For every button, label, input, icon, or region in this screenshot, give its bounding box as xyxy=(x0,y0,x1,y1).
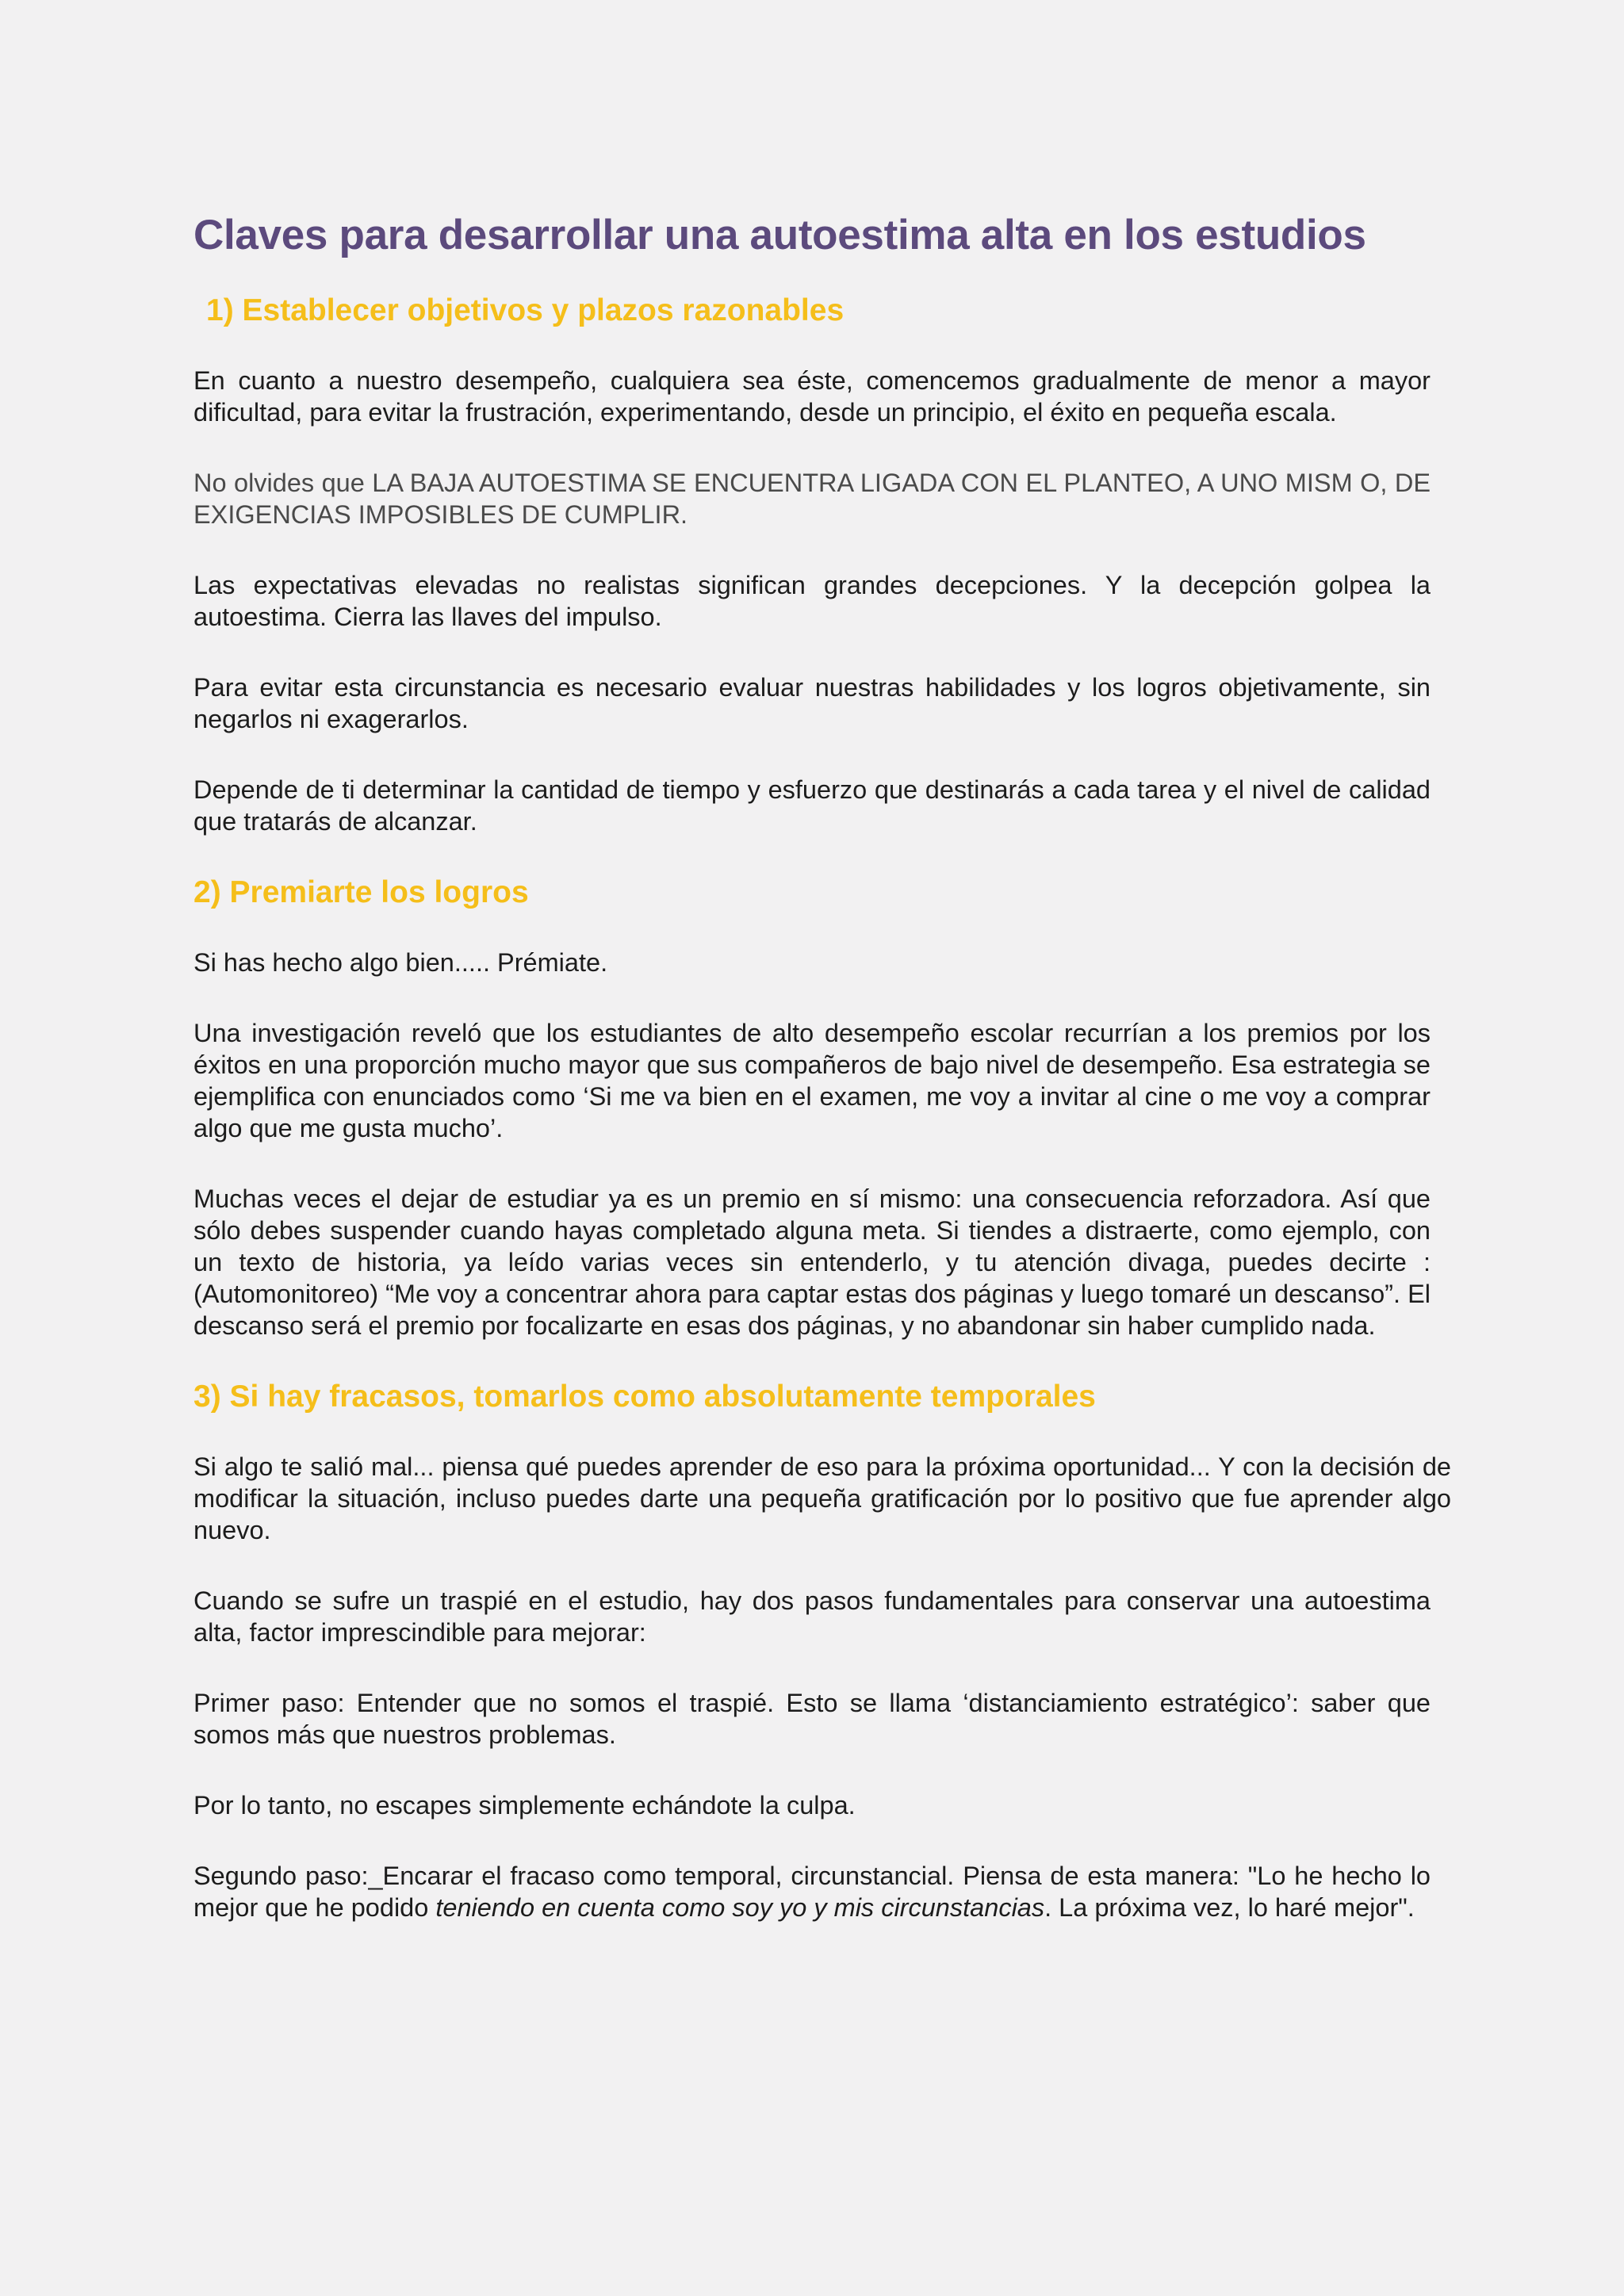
section-heading-3: 3) Si hay fracasos, tomarlos como absolutamente temporales xyxy=(193,1380,1096,1414)
paragraph-text: Segundo paso:_Encarar el fracaso como temporal, circunstancial. Piensa de esta manera: "Lo he hecho lo mejor que he podido xyxy=(193,1862,1431,1922)
paragraph: Las expectativas elevadas no realistas significan grandes decepciones. Y la decepción golpea la autoestima. Cierra las llaves del impulso. xyxy=(193,571,1431,631)
paragraph: Muchas veces el dejar de estudiar ya es un premio en sí mismo: una consecuencia reforzadora. Así que sólo debes suspender cuando hayas completado alguna meta. Si tiendes a distraerte, como ejemplo, con un texto de historia, ya leído varias veces sin entenderlo, y tu atención divaga, puedes decirte : (Automonitoreo) “Me voy a concentrar ahora para captar estas dos páginas y luego tomaré un descanso”. El descanso será el premio por focalizarte en esas dos páginas, y no abandonar sin haber cumplido nada. xyxy=(193,1184,1431,1340)
section-heading-1: 1) Establecer objetivos y plazos razonables xyxy=(206,293,845,327)
paragraph-text: . La próxima vez, lo haré mejor". xyxy=(1044,1893,1415,1922)
paragraph: Si has hecho algo bien..... Prémiate. xyxy=(193,948,608,977)
paragraph-emphasis: No olvides que LA BAJA AUTOESTIMA SE ENCUENTRA LIGADA CON EL PLANTEO, A UNO MISM O, DE EXIGENCIAS IMPOSIBLES DE CUMPLIR. xyxy=(193,469,1431,529)
section-heading-2: 2) Premiarte los logros xyxy=(193,875,529,909)
paragraph: Una investigación reveló que los estudiantes de alto desempeño escolar recurrían a los premios por los éxitos en una proporción mucho mayor que sus compañeros de bajo nivel de desempeño. Esa estrategia se ejemplifica con enunciados como ‘Si me va bien en el examen, me voy a invitar al cine o me voy a comprar algo que me gusta mucho’. xyxy=(193,1019,1431,1142)
paragraph: En cuanto a nuestro desempeño, cualquiera sea éste, comencemos gradualmente de menor a mayor dificultad, para evitar la frustración, experimentando, desde un principio, el éxito en pequeña escala. xyxy=(193,366,1431,427)
paragraph: Primer paso: Entender que no somos el traspié. Esto se llama ‘distanciamiento estratégico’: saber que somos más que nuestros problemas. xyxy=(193,1689,1431,1749)
paragraph-italic-text: teniendo en cuenta como soy yo y mis circunstancias xyxy=(435,1893,1045,1922)
paragraph: Depende de ti determinar la cantidad de tiempo y esfuerzo que destinarás a cada tarea y el nivel de calidad que tratarás de alcanzar. xyxy=(193,775,1431,836)
paragraph-last xyxy=(193,1860,1431,1923)
paragraph: Si algo te salió mal... piensa qué puedes aprender de eso para la próxima oportunidad... Y con la decisión de modificar la situación, incluso puedes darte una pequeña gratificación por lo positivo que fue aprender algo nuevo. xyxy=(193,1452,1451,1544)
paragraph: Para evitar esta circunstancia es necesario evaluar nuestras habilidades y los logros objetivamente, sin negarlos ni exagerarlos. xyxy=(193,673,1431,733)
paragraph: Por lo tanto, no escapes simplemente echándote la culpa. xyxy=(193,1791,856,1820)
document-page xyxy=(193,208,1451,1923)
page-title: Claves para desarrollar una autoestima alta en los estudios xyxy=(193,212,1366,258)
paragraph: Cuando se sufre un traspié en el estudio, hay dos pasos fundamentales para conservar una autoestima alta, factor imprescindible para mejorar: xyxy=(193,1586,1431,1647)
